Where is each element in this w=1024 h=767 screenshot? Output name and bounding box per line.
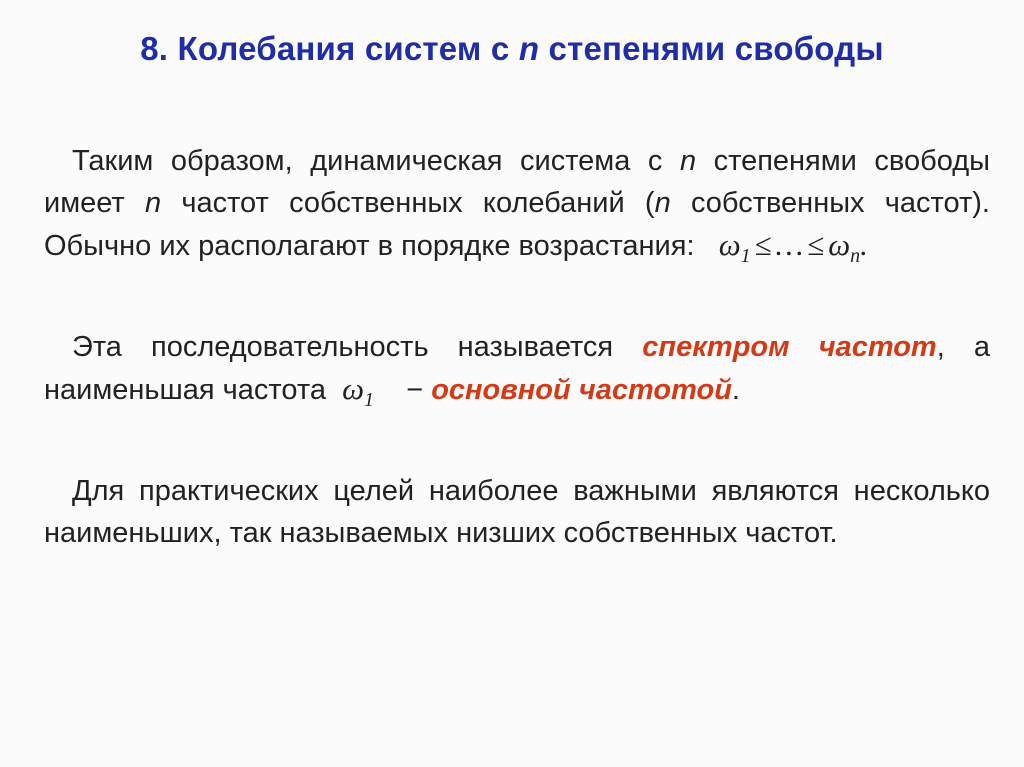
slide-title bbox=[0, 30, 1024, 68]
paragraph-1 bbox=[44, 140, 990, 277]
p1-text-a: Таким образом, динамическая система с bbox=[72, 145, 680, 177]
p2-text-b: , а наименьшая частота bbox=[44, 331, 991, 406]
paragraph-2 bbox=[44, 326, 990, 421]
ellipsis: … bbox=[775, 227, 804, 262]
p1-var-b: n bbox=[144, 187, 162, 219]
subscript-1: 1 bbox=[363, 389, 374, 412]
p1-var-a: n bbox=[679, 145, 697, 177]
p1-var-c: n bbox=[654, 187, 671, 219]
p2-dash: − bbox=[398, 374, 432, 406]
subscript-n: n bbox=[850, 245, 861, 268]
omega-symbol: ω bbox=[342, 371, 364, 406]
paragraph-3 bbox=[44, 470, 990, 554]
formula-period: . bbox=[860, 227, 868, 262]
p2-text-a: Эта последовательность называется bbox=[72, 331, 643, 363]
title-suffix: степенями свободы bbox=[539, 30, 884, 67]
p3-text: Для практических целей наиболее важными являются несколько наименьших, так называемых низших собственных частот. bbox=[44, 475, 990, 549]
subscript-1: 1 bbox=[740, 245, 751, 268]
title-prefix: 8. Колебания систем с bbox=[140, 30, 519, 67]
omega-symbol-n: ω bbox=[828, 227, 851, 262]
leq-symbol: ≤ bbox=[754, 227, 772, 262]
omega1-formula bbox=[342, 371, 374, 412]
p1-text-b: степенями свободы имеет bbox=[44, 145, 990, 219]
omega-symbol: ω bbox=[718, 227, 741, 262]
leq-symbol-2: ≤ bbox=[807, 227, 825, 262]
p1-text-d: собственных частот). Обычно их располагают в порядке возрастания: bbox=[44, 187, 990, 262]
term-frequency-spectrum: спектром частот bbox=[642, 331, 937, 363]
title-variable: n bbox=[518, 30, 540, 67]
frequency-order-formula bbox=[718, 227, 868, 268]
term-fundamental-frequency: основной частотой bbox=[431, 374, 732, 406]
p1-text-c: частот собственных колебаний ( bbox=[161, 187, 655, 219]
p2-period: . bbox=[731, 374, 740, 406]
